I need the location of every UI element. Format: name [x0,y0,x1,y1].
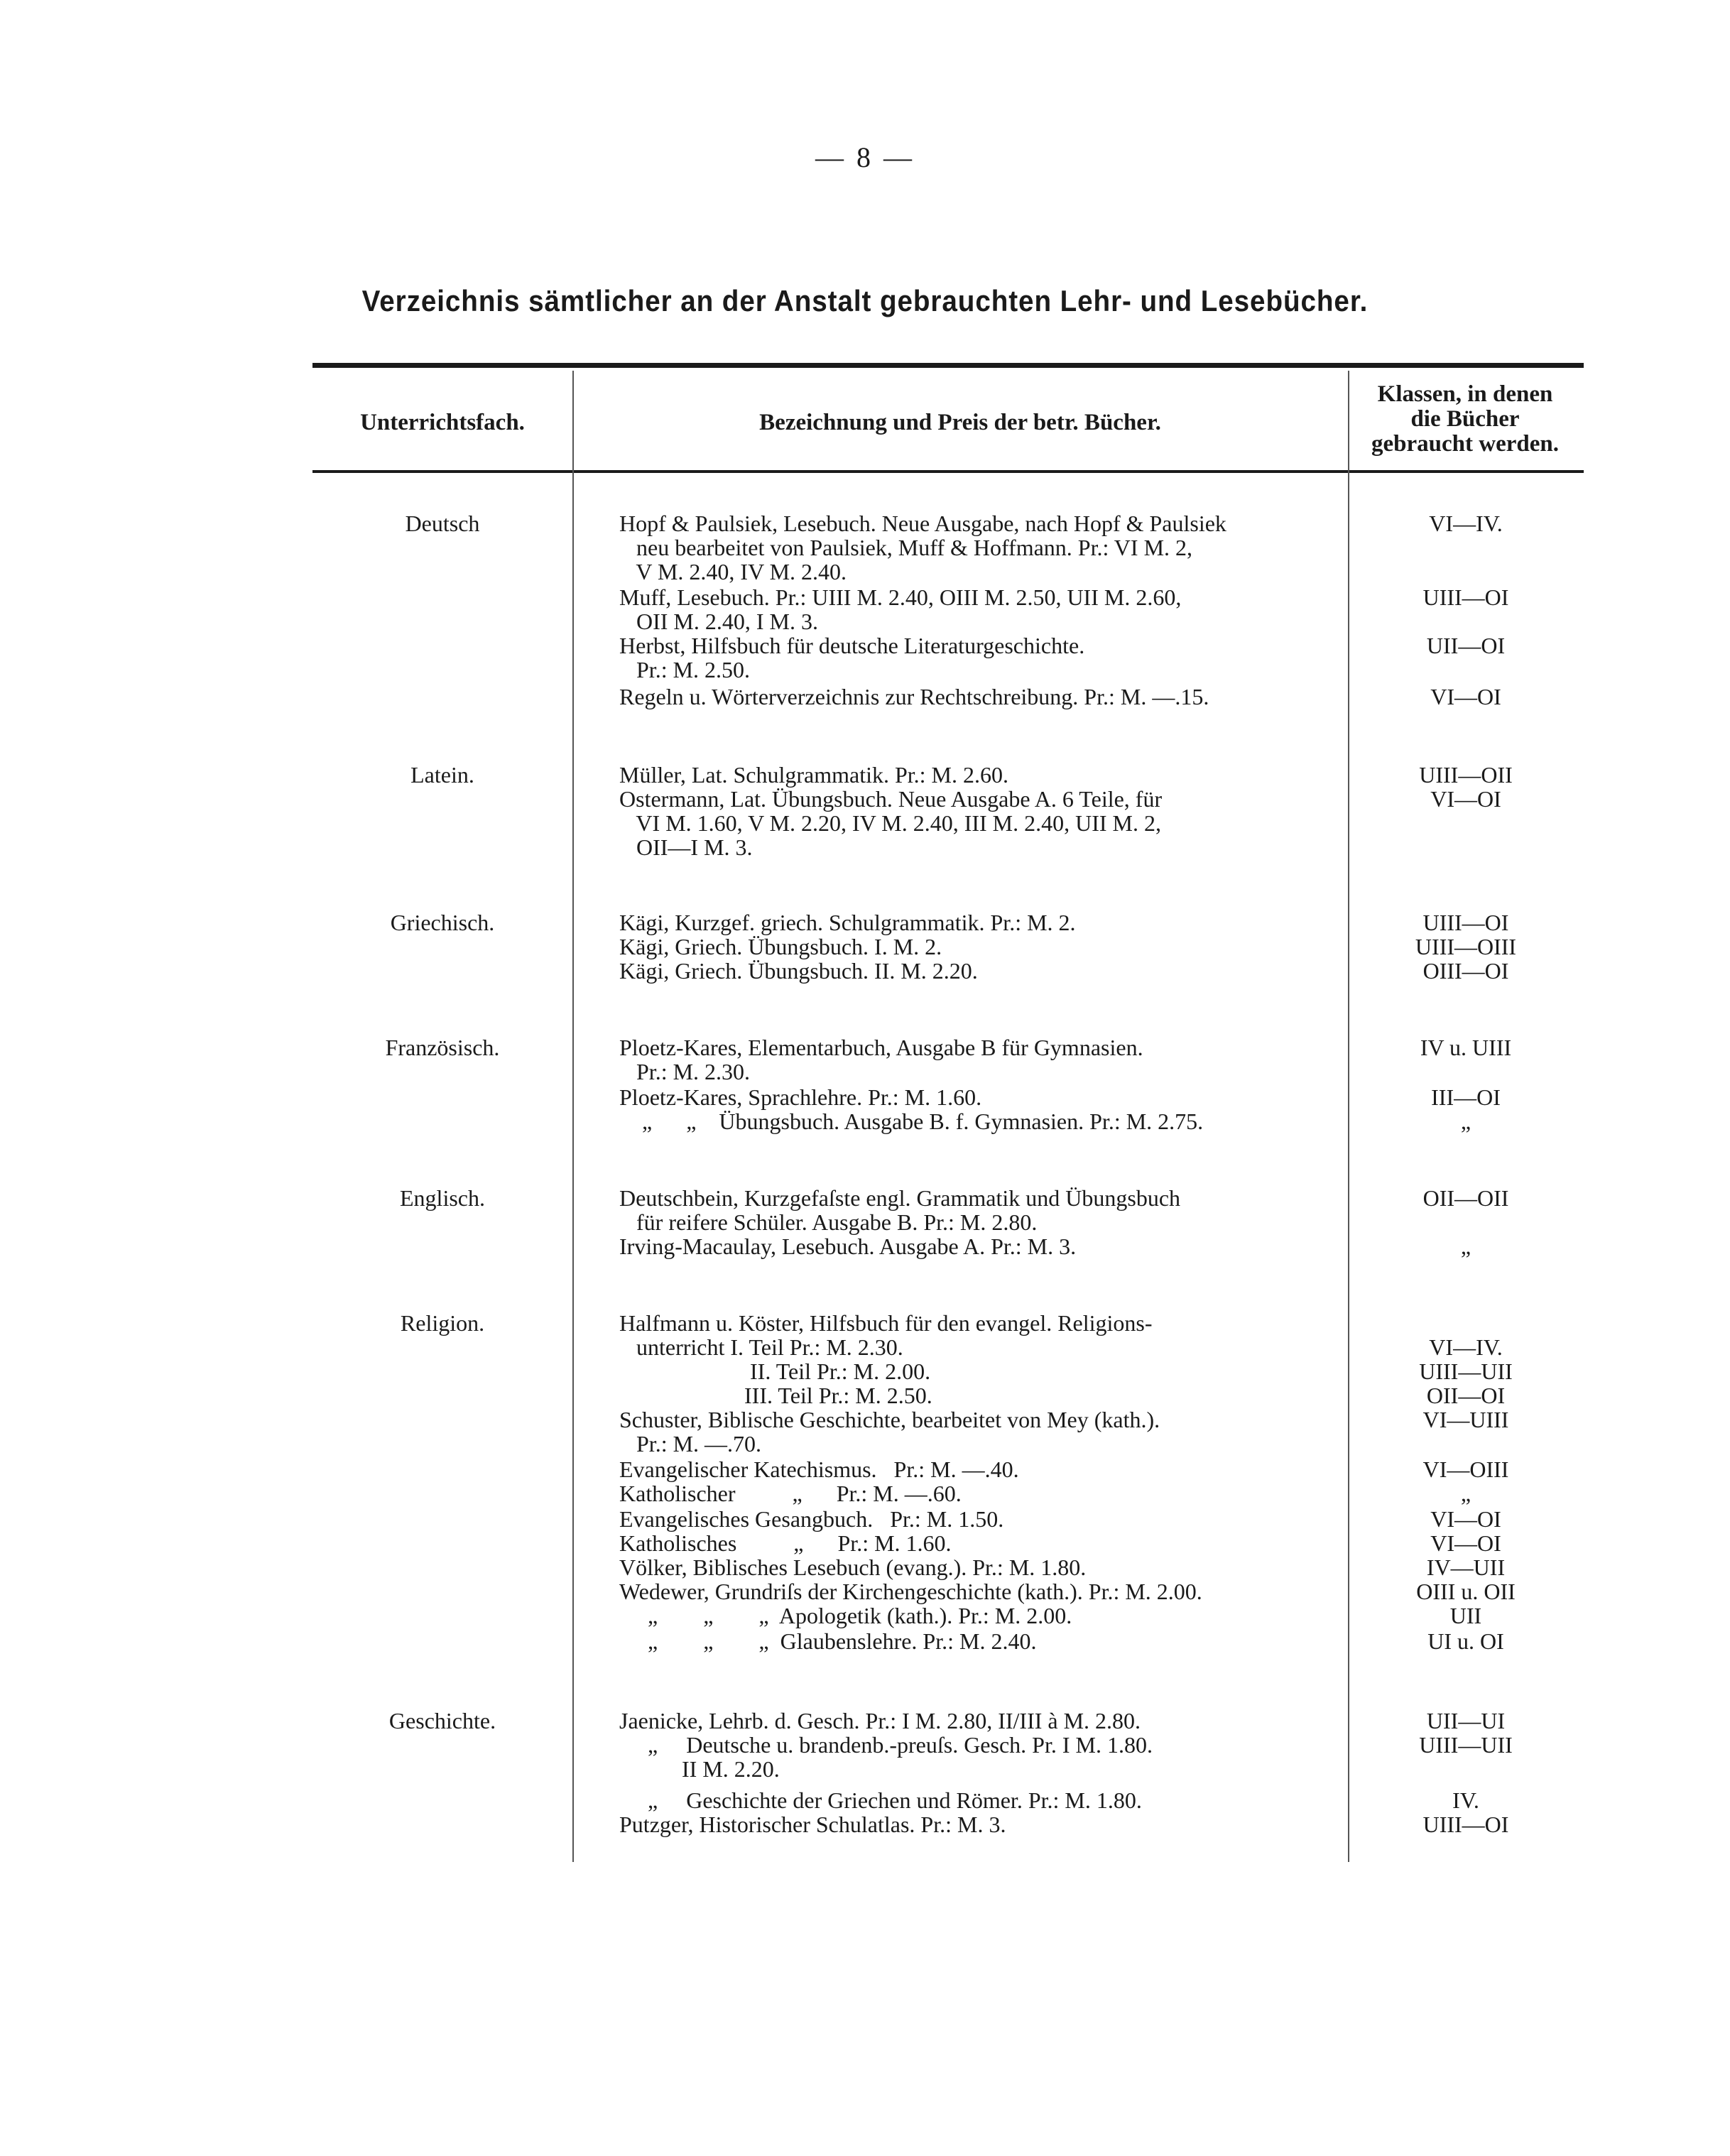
book-classes: UIII—UII [1419,1732,1513,1758]
book-text: Regeln u. Wörterverzeichnis zur Rechtschreibung. Pr.: M. —.15. [619,684,1209,709]
table-top-rule [312,363,1584,368]
book-text: Katholisches „ Pr.: M. 1.60. [619,1530,952,1556]
book-text: „ „ „ Apologetik (kath.). Pr.: M. 2.00. [619,1603,1072,1628]
book-text: Halfmann u. Köster, Hilfsbuch für den evangel. Religions- unterricht I. Teil Pr.: M. 2.30. [619,1310,1153,1360]
book-classes: VI—IV. [1429,1334,1503,1360]
book-classes: VI—OI [1430,684,1501,709]
document-title: Verzeichnis sämtlicher an der Anstalt gebrauchten Lehr- und Lesebücher. [361,284,1369,317]
book-classes: UI u. OI [1427,1628,1504,1654]
book-text: Kägi, Kurzgef. griech. Schulgrammatik. Pr.: M. 2. [619,910,1076,935]
book-text: Ploetz-Kares, Elementarbuch, Ausgabe B für Gymnasien. Pr.: M. 2.30. [619,1035,1143,1084]
book-classes: VI—OI [1430,786,1501,812]
book-text: Kägi, Griech. Übungsbuch. I. M. 2. [619,934,942,959]
page-number: — 8 — [815,141,915,173]
book-classes: OII—OII [1422,1185,1509,1211]
header-classes-line2: die Bücher [1410,406,1520,432]
book-text: Ploetz-Kares, Sprachlehre. Pr.: M. 1.60. [619,1084,982,1110]
column-divider-left [572,371,574,1862]
book-classes: VI—OI [1430,1530,1501,1556]
header-classes [1348,382,1582,457]
book-classes: IV u. UIII [1420,1035,1512,1060]
book-classes: „ [1460,1481,1471,1506]
subject-label: Französisch. [385,1035,500,1060]
book-classes: VI—IV. [1429,511,1503,536]
book-classes: VI—OI [1430,1506,1501,1532]
book-text: Deutschbein, Kurzgefaſste engl. Grammatik und Übungsbuch für reifere Schüler. Ausgabe B. Pr.: M. 2.80. [619,1185,1181,1235]
book-classes: UIII—OI [1422,1812,1509,1837]
table-header-rule [312,470,1584,473]
book-text: Wedewer, Grundriſs der Kirchengeschichte (kath.). Pr.: M. 2.00. [619,1579,1202,1604]
book-text: „ Deutsche u. brandenb.-preuſs. Gesch. Pr. I M. 1.80. II M. 2.20. [648,1732,1153,1782]
book-classes: III—OI [1431,1084,1501,1110]
book-classes: OIII u. OII [1416,1579,1516,1604]
book-classes: „ [1460,1234,1471,1259]
header-books: Bezeichnung und Preis der betr. Bücher. [759,410,1161,435]
book-classes: IV—UII [1426,1555,1506,1580]
book-classes: IV. [1452,1787,1479,1813]
book-text: Herbst, Hilfsbuch für deutsche Literaturgeschichte. Pr.: M. 2.50. [619,633,1085,682]
header-classes-line3: gebraucht werden. [1371,431,1559,457]
book-text: Schuster, Biblische Geschichte, bearbeitet von Mey (kath.). Pr.: M. —.70. [619,1407,1160,1457]
book-text: II. Teil Pr.: M. 2.00. [619,1359,931,1384]
book-text: Katholischer „ Pr.: M. —.60. [619,1481,962,1506]
book-text: Müller, Lat. Schulgrammatik. Pr.: M. 2.60. [619,762,1008,788]
book-classes: UIII—UII [1419,1359,1513,1384]
book-classes: UIII—OI [1422,584,1509,610]
subject-label: Griechisch. [390,910,495,935]
book-text: Putzger, Historischer Schulatlas. Pr.: M. 3. [619,1812,1006,1837]
book-text: Jaenicke, Lehrb. d. Gesch. Pr.: I M. 2.80, II/III à M. 2.80. [619,1708,1141,1733]
book-classes: UII—OI [1426,633,1506,658]
book-classes: UII—UI [1426,1708,1506,1733]
subject-label: Englisch. [400,1185,485,1211]
book-text: „ Geschichte der Griechen und Römer. Pr.: M. 1.80. [619,1787,1142,1813]
book-classes: OIII—OI [1422,958,1509,984]
book-classes: VI—OIII [1422,1457,1509,1482]
book-text: „ „ „ Glaubenslehre. Pr.: M. 2.40. [619,1628,1037,1654]
book-text: Ostermann, Lat. Übungsbuch. Neue Ausgabe A. 6 Teile, für VI M. 1.60, V M. 2.20, IV M. 2.40, III M. 2.40, UII M. 2, OII—I M. 3. [619,786,1163,860]
book-text: „ „ Übungsbuch. Ausgabe B. f. Gymnasien. Pr.: M. 2.75. [619,1109,1204,1134]
book-text: Evangelischer Katechismus. Pr.: M. —.40. [619,1457,1019,1482]
book-classes: VI—UIII [1422,1407,1509,1432]
book-classes: „ [1460,1109,1471,1134]
book-text: Irving-Macaulay, Lesebuch. Ausgabe A. Pr.: M. 3. [619,1234,1077,1259]
header-classes-line1: Klassen, in denen [1377,381,1553,407]
book-text: Evangelisches Gesangbuch. Pr.: M. 1.50. [619,1506,1004,1532]
book-classes: UIII—OIII [1415,934,1517,959]
subject-label: Latein. [410,762,474,788]
book-classes: OII—OI [1426,1383,1506,1408]
subject-label: Geschichte. [388,1708,496,1733]
book-classes: UII [1449,1603,1482,1628]
book-text: III. Teil Pr.: M. 2.50. [619,1383,932,1408]
book-text: Hopf & Paulsiek, Lesebuch. Neue Ausgabe, nach Hopf & Paulsiek neu bearbeitet von Paulsiek, Muff & Hoffmann. Pr.: VI M. 2, V M. 2.40, IV M. 2.40. [619,511,1226,584]
subject-label: Deutsch [405,511,480,536]
book-classes: UIII—OI [1422,910,1509,935]
book-classes: UIII—OII [1419,762,1513,788]
book-text: Völker, Biblisches Lesebuch (evang.). Pr.: M. 1.80. [619,1555,1087,1580]
header-subject: Unterrichtsfach. [360,410,525,435]
book-text: Kägi, Griech. Übungsbuch. II. M. 2.20. [619,958,978,984]
book-text: Muff, Lesebuch. Pr.: UIII M. 2.40, OIII M. 2.50, UII M. 2.60, OII M. 2.40, I M. 3. [619,584,1182,634]
subject-label: Religion. [400,1310,485,1336]
